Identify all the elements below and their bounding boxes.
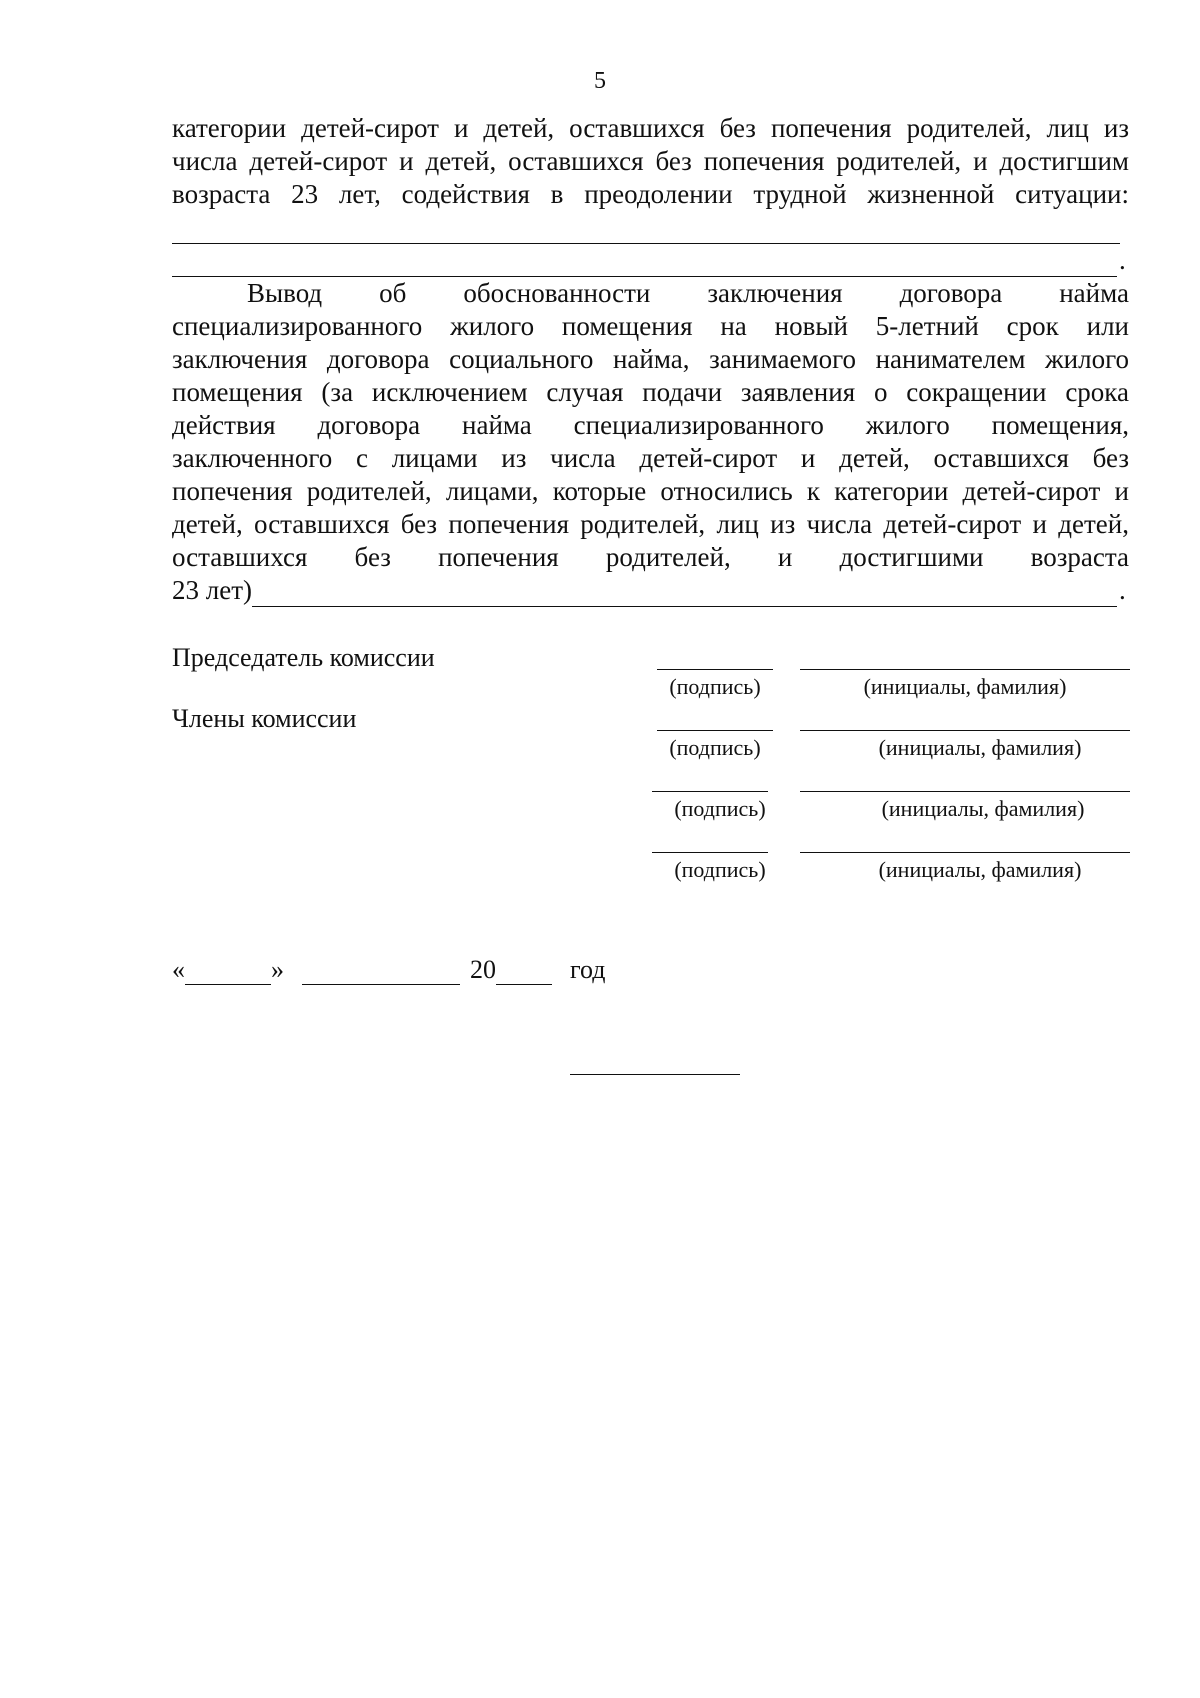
text-line: помещения (за исключением случая подачи заявления о сокращении срока [172,377,1129,407]
name-line[interactable] [800,852,1130,853]
text-line: числа детей-сирот и детей, оставшихся без попечения родителей, и достигшим [172,146,1129,176]
name-caption: (инициалы, фамилия) [878,735,1082,760]
name-caption: (инициалы, фамилия) [878,857,1082,882]
text-line: возраста 23 лет, содействия в преодолении трудной жизненной ситуации: [172,179,1129,209]
text-line: Вывод об обоснованности заключения договора найма [247,278,1129,308]
fill-in-line[interactable] [172,211,1129,244]
text-line: категории детей-сирот и детей, оставшихся без попечения родителей, лиц из [172,113,1129,143]
date-line [172,955,606,985]
text-line: 23 лет) [172,575,252,605]
signature-line[interactable] [652,791,768,792]
conclusion-fill-in-line[interactable] [172,574,1129,607]
text-line: заключенного с лицами из числа детей-сирот и детей, оставшихся без [172,443,1129,473]
name-line[interactable] [800,791,1130,792]
signature-line[interactable] [652,852,768,853]
name-line[interactable] [800,669,1130,670]
fill-in-line[interactable] [172,244,1129,277]
text-line: детей, оставшихся без попечения родителей, лиц из числа детей-сирот и детей, [172,509,1129,539]
text-line: оставшихся без попечения родителей, и достигшими возраста [172,542,1129,572]
text-line: заключения договора социального найма, занимаемого нанимателем жилого [172,344,1129,374]
signature-line[interactable] [657,730,773,731]
page-number: 5 [594,68,606,94]
period-mark: . [1119,575,1126,605]
end-of-document-rule [570,1074,740,1075]
century-text: 20 [470,955,496,984]
members-label: Члены комиссии [172,704,357,733]
name-caption: (инициалы, фамилия) [863,674,1067,699]
name-caption: (инициалы, фамилия) [881,796,1085,821]
signature-caption: (подпись) [674,796,766,821]
day-blank[interactable] [185,960,271,985]
paragraph-continuation [172,112,1129,277]
year-word: год [570,955,606,984]
signature-line[interactable] [657,669,773,670]
signature-caption: (подпись) [669,735,761,760]
signature-caption: (подпись) [674,857,766,882]
text-line: действия договора найма специализированного жилого помещения, [172,410,1129,440]
month-blank[interactable] [302,960,460,985]
chairman-label: Председатель комиссии [172,643,435,672]
name-line[interactable] [800,730,1130,731]
text-line: специализированного жилого помещения на новый 5-летний срок или [172,311,1129,341]
conclusion-paragraph [172,277,1129,607]
year-blank[interactable] [496,960,552,985]
text-line: попечения родителей, лицами, которые относились к категории детей-сирот и [172,476,1129,506]
date-open-quote: « [172,955,185,984]
signature-caption: (подпись) [669,674,761,699]
date-close-quote: » [271,955,284,984]
period-mark: . [1119,245,1126,275]
